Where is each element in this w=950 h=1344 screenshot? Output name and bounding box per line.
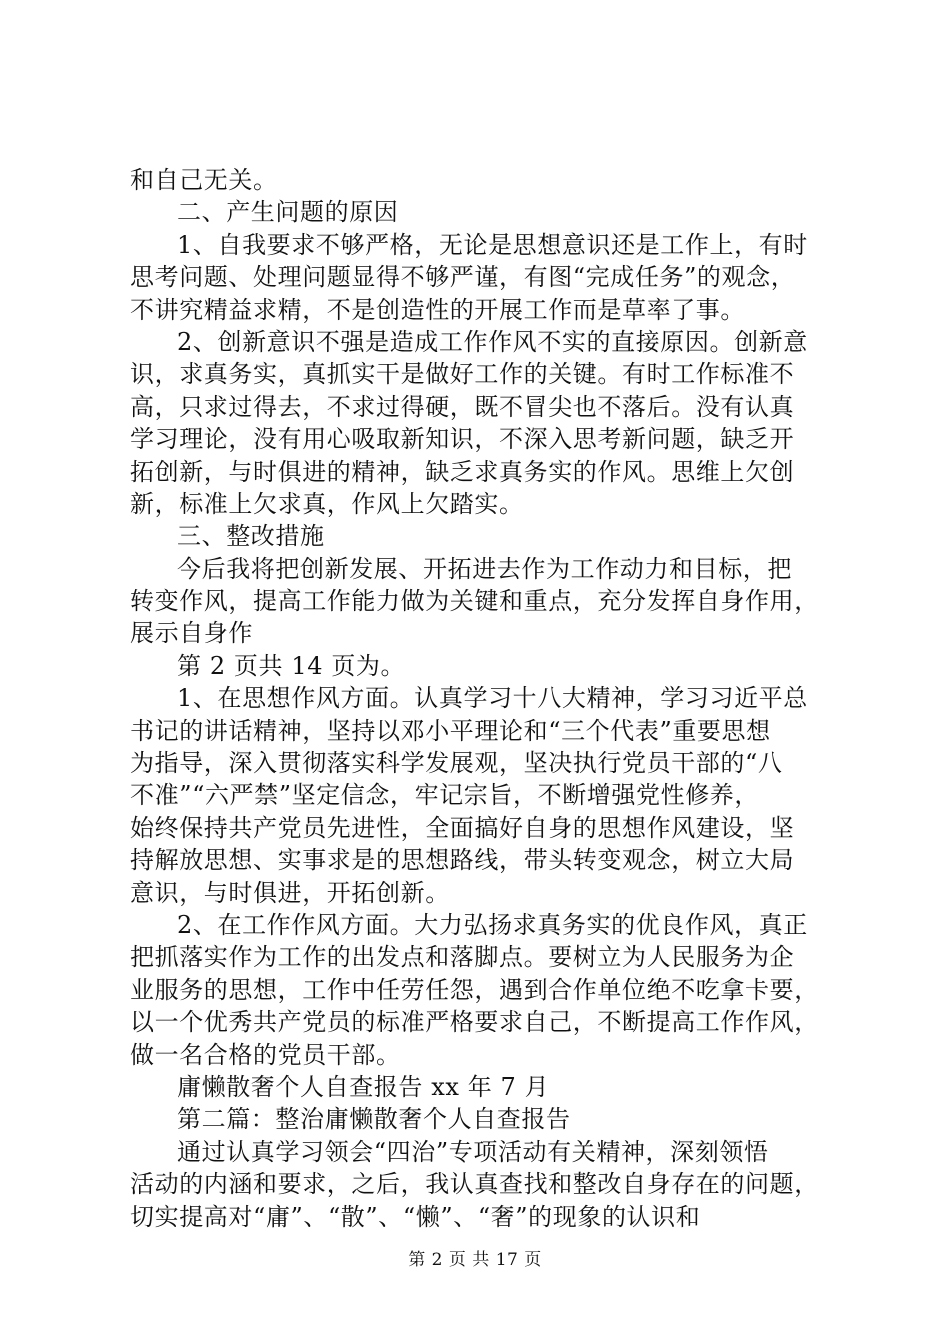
text-line: 为指导，深入贯彻落实科学发展观，坚决执行党员干部的“八: [130, 749, 783, 778]
text-line: 转变作风，提高工作能力做为关键和重点，充分发挥自身作用，: [130, 587, 819, 616]
section-heading: 第二篇：整治庸懒散奢个人自查报告: [177, 1105, 571, 1134]
text-line: 思考问题、处理问题显得不够严谨，有图“完成任务”的观念，: [130, 263, 796, 292]
text-line: 高，只求过得去，不求过得硬，既不冒尖也不落后。没有认真: [130, 392, 795, 421]
document-body: [130, 164, 830, 1233]
text-line: 活动的内涵和要求，之后，我认真查找和整改自身存在的问题，: [130, 1170, 819, 1199]
text-line: 和自己无关。: [130, 166, 278, 194]
text-line: 庸懒散奢个人自查报告 xx 年 7 月: [177, 1072, 550, 1101]
text-line: 1、在思想作风方面。认真学习十八大精神，学习习近平总: [177, 684, 808, 713]
text-line: 业服务的思想，工作中任劳任怨，遇到合作单位绝不吃拿卡要，: [130, 975, 819, 1004]
text-line: 始终保持共产党员先进性，全面搞好自身的思想作风建设，坚: [130, 813, 795, 842]
text-line: 拓创新，与时俱进的精神，缺乏求真务实的作风。思维上欠创: [130, 457, 795, 486]
text-line: 第 2 页共 14 页为。: [177, 651, 406, 680]
text-line: 不准”“六严禁”坚定信念，牢记宗旨，不断增强党性修养，: [130, 781, 760, 810]
text-line: 识，求真务实，真抓实干是做好工作的关键。有时工作标准不: [130, 360, 795, 389]
text-line: 展示自身作: [130, 619, 253, 648]
text-line: 做一名合格的党员干部。: [130, 1040, 401, 1069]
text-line: 持解放思想、实事求是的思想路线，带头转变观念，树立大局: [130, 846, 795, 875]
page-footer: 第 2 页 共 17 页: [408, 1250, 542, 1270]
text-line: 2、在工作作风方面。大力弘扬求真务实的优良作风，真正: [177, 910, 808, 939]
text-line: 通过认真学习领会“四治”专项活动有关精神，深刻领悟: [177, 1137, 769, 1166]
text-line: 以一个优秀共产党员的标准严格要求自己，不断提高工作作风，: [130, 1008, 819, 1037]
section-heading: 二、产生问题的原因: [177, 198, 399, 227]
text-line: 不讲究精益求精，不是创造性的开展工作而是草率了事。: [130, 295, 745, 324]
text-line: 今后我将把创新发展、开拓进去作为工作动力和目标，把: [177, 554, 792, 583]
section-heading: 三、整改措施: [177, 522, 325, 551]
text-line: 切实提高对“庸”、“散”、“懒”、“奢”的现象的认识和: [130, 1202, 701, 1231]
text-line: 意识，与时俱进，开拓创新。: [130, 878, 450, 907]
text-line: 书记的讲话精神，坚持以邓小平理论和“三个代表”重要思想: [130, 716, 771, 745]
text-line: 2、创新意识不强是造成工作作风不实的直接原因。创新意: [177, 327, 808, 356]
text-line: 1、自我要求不够严格，无论是思想意识还是工作上，有时: [177, 230, 808, 259]
text-line: 新，标准上欠求真，作风上欠踏实。: [130, 489, 524, 518]
text-line: 把抓落实作为工作的出发点和落脚点。要树立为人民服务为企: [130, 943, 795, 972]
text-line: 学习理论，没有用心吸取新知识，不深入思考新问题，缺乏开: [130, 425, 795, 454]
